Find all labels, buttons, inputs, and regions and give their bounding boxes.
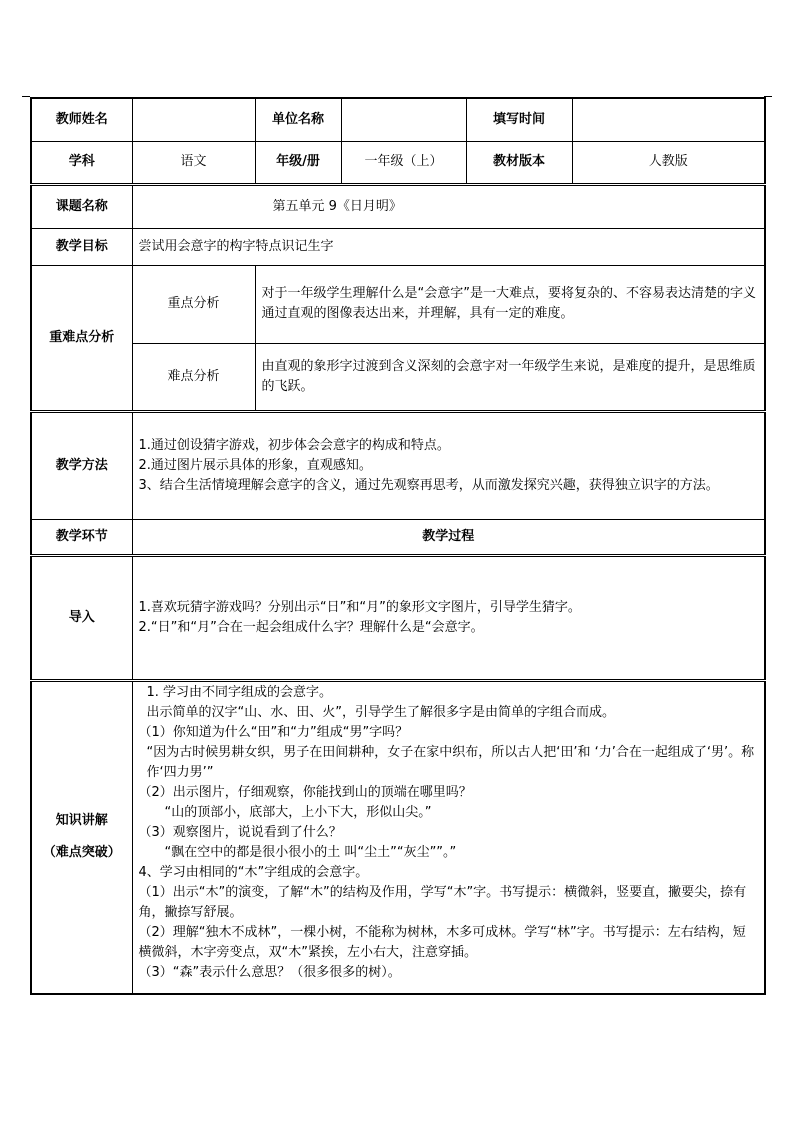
knowledge-line: 1. 学习由不同字组成的会意字。	[146, 684, 333, 700]
knowledge-line: 4、学习由相同的“木”字组成的会意字。	[138, 864, 369, 880]
process-title: 教学过程	[132, 519, 765, 555]
methods-text	[132, 411, 765, 519]
key-analysis-text: 对于一年级学生理解什么是“会意字”是一大难点，要将复杂的、不容易表达清楚的字义通过直观的图像表达出来，并理解，具有一定的难度。	[255, 265, 765, 343]
subject-label: 学科	[31, 141, 132, 184]
process-header-row	[31, 519, 765, 555]
subject-value: 语文	[132, 141, 255, 184]
knowledge-sublabel: （难点突破）	[42, 845, 121, 861]
unit-name-label: 单位名称	[255, 98, 341, 141]
analysis-key-row	[31, 265, 765, 343]
goal-row	[31, 228, 765, 265]
knowledge-line: 出示简单的汉字“山、水、田、火”，引导学生了解很多字是由简单的字组合而成。	[146, 704, 615, 720]
topic-value: 第五单元 9《日月明》	[132, 184, 765, 228]
methods-label: 教学方法	[31, 411, 132, 519]
textbook-value: 人教版	[572, 141, 765, 184]
process-step-label: 教学环节	[31, 519, 132, 555]
method-item: 3、结合生活情境理解会意字的含义，通过先观察再思考，从而激发探究兴趣，获得独立识字的方法。	[138, 477, 719, 493]
intro-label: 导入	[31, 555, 132, 680]
knowledge-line: （1）你知道为什么“田”和“力”组成“男”字吗？	[138, 724, 409, 740]
fill-time-value[interactable]	[572, 98, 765, 141]
methods-row	[31, 411, 765, 519]
intro-item: 2.“日”和“月”合在一起会组成什么字？理解什么是“会意字。	[138, 619, 484, 635]
margin-mark	[22, 96, 30, 97]
analysis-label: 重难点分析	[31, 265, 132, 411]
knowledge-row	[31, 680, 765, 994]
knowledge-line: （3）观察图片，说说看到了什么？	[138, 824, 342, 840]
teacher-name-value[interactable]	[132, 98, 255, 141]
intro-row	[31, 555, 765, 680]
knowledge-label-cell	[31, 680, 132, 994]
intro-text	[132, 555, 765, 680]
knowledge-text	[132, 680, 765, 994]
method-item: 2.通过图片展示具体的形象，直观感知。	[138, 457, 372, 473]
topic-label: 课题名称	[31, 184, 132, 228]
method-item: 1.通过创设猜字游戏，初步体会会意字的构成和特点。	[138, 437, 450, 453]
fill-time-label: 填写时间	[466, 98, 572, 141]
knowledge-line: （2）出示图片，仔细观察，你能找到山的顶端在哪里吗？	[138, 784, 472, 800]
goal-value: 尝试用会意字的构字特点识记生字	[132, 228, 765, 265]
knowledge-line: “飘在空中的都是很小很小的土 叫“尘土”“灰尘””。”	[164, 844, 457, 860]
analysis-difficulty-row	[31, 343, 765, 411]
knowledge-line: （3）“森”表示什么意思？（很多很多的树）。	[138, 964, 401, 980]
header-row	[31, 98, 765, 141]
knowledge-line: “山的顶部小，底部大，上小下大，形似山尖。”	[164, 804, 432, 820]
difficulty-analysis-label: 难点分析	[132, 343, 255, 411]
unit-name-value[interactable]	[341, 98, 466, 141]
subject-row	[31, 141, 765, 184]
knowledge-line: （2）理解“独木不成林”，一棵小树，不能称为树林，木多可成林。学写“林”字。书写提示：左右结构，短横微斜，木字旁变点，双“木”紧挨，左小右大，注意穿插。	[138, 924, 746, 960]
intro-item: 1.喜欢玩猜字游戏吗？分别出示“日”和“月”的象形文字图片，引导学生猜字。	[138, 599, 581, 615]
knowledge-line: （1）出示“木”的演变，了解“木”的结构及作用，学写“木”字。书写提示：横微斜，竖要直，撇要尖，捺有角，撇捺写舒展。	[138, 884, 747, 920]
textbook-label: 教材版本	[466, 141, 572, 184]
grade-value: 一年级（上）	[341, 141, 466, 184]
grade-label: 年级/册	[255, 141, 341, 184]
knowledge-line: “因为古时候男耕女织，男子在田间耕种，女子在家中织布，所以古人把‘田’和 ‘力’合在一起组成了‘男’。称作‘四力男’”	[146, 744, 755, 780]
key-analysis-label: 重点分析	[132, 265, 255, 343]
teacher-name-label: 教师姓名	[31, 98, 132, 141]
knowledge-label: 知识讲解	[55, 813, 108, 829]
difficulty-analysis-text: 由直观的象形字过渡到含义深刻的会意字对一年级学生来说，是难度的提升，是思维质的飞跃。	[255, 343, 765, 411]
goal-label: 教学目标	[31, 228, 132, 265]
topic-row	[31, 184, 765, 228]
lesson-plan-table	[30, 97, 766, 995]
